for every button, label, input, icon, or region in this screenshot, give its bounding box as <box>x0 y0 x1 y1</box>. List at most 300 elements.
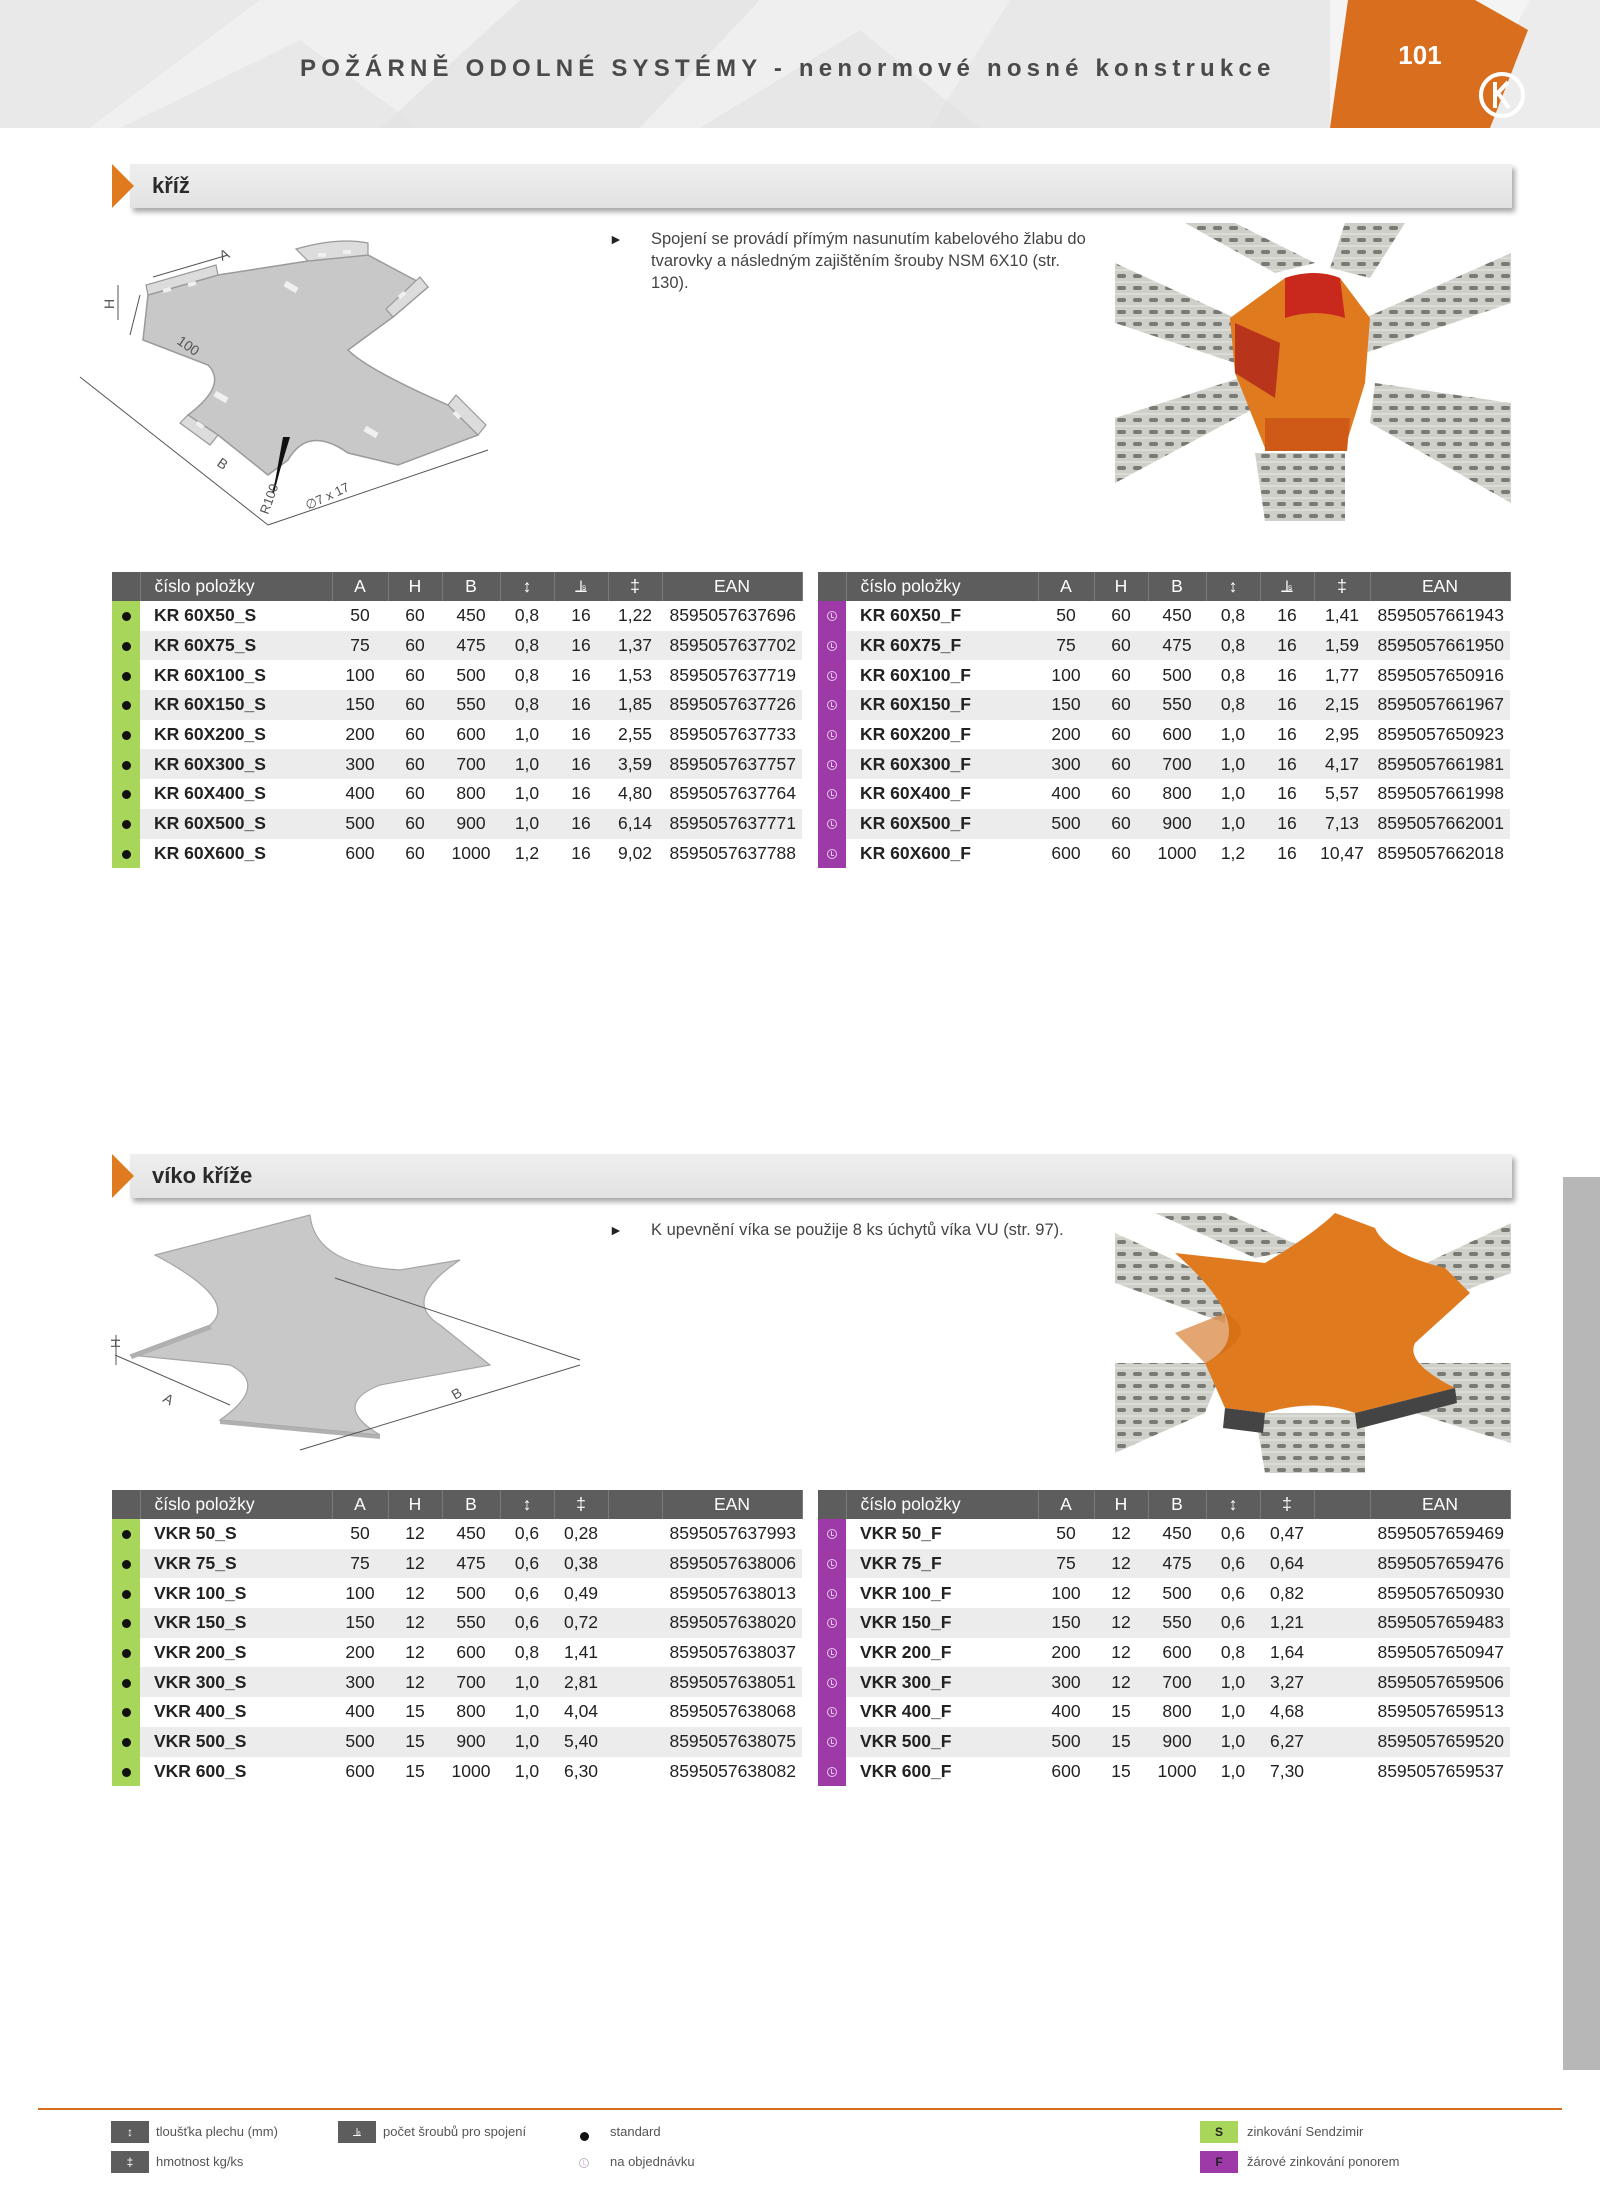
item-number-cell: VKR 600_F <box>860 1760 952 1781</box>
value-cell: 0,8 <box>514 605 540 626</box>
ean-cell: 8595057659513 <box>1377 1701 1504 1722</box>
value-cell: 150 <box>332 690 388 720</box>
value-cell: 1,0 <box>514 783 540 804</box>
item-number-cell: VKR 400_S <box>154 1701 247 1722</box>
value-cell: 500 <box>456 1582 486 1603</box>
ean-cell: 8595057638051 <box>662 1667 802 1697</box>
standard-dot-icon <box>122 1738 131 1747</box>
value-cell: 1,22 <box>617 605 653 626</box>
table-row <box>112 1667 802 1697</box>
section-header-cross-cover <box>112 1154 1512 1198</box>
item-number-cell: VKR 600_S <box>154 1760 247 1781</box>
dim-label-b: B <box>214 454 232 473</box>
value-cell: 0,64 <box>1260 1549 1314 1579</box>
value-cell: 450 <box>1162 1523 1192 1544</box>
value-cell: 700 <box>442 749 500 779</box>
value-cell: 75 <box>1038 1549 1094 1579</box>
row-flag <box>818 601 846 631</box>
row-flag <box>818 660 846 690</box>
value-cell: 15 <box>405 1701 425 1722</box>
value-cell: 500 <box>1038 809 1094 839</box>
ean-cell: 8595057638020 <box>662 1608 802 1638</box>
row-flag <box>112 601 140 631</box>
standard-dot-icon <box>122 642 131 651</box>
item-number-cell: KR 60X100_S <box>154 664 266 685</box>
row-flag <box>818 1519 846 1549</box>
item-number-cell: VKR 200_S <box>154 1642 247 1663</box>
section-arrow-icon <box>112 1154 134 1198</box>
table-row <box>112 1638 802 1668</box>
row-flag <box>112 1757 140 1787</box>
section-title: víko kříže <box>152 1163 253 1188</box>
row-flag <box>818 749 846 779</box>
dim-label-a: A <box>160 1389 177 1409</box>
value-cell: 500 <box>456 664 486 685</box>
value-cell: 500 <box>1038 1727 1094 1757</box>
legend-standard: standard <box>610 2124 661 2139</box>
value-cell: 800 <box>1162 783 1192 804</box>
value-cell: 60 <box>405 783 425 804</box>
k-circle-logo-icon <box>1477 70 1527 120</box>
on-order-clock-icon <box>827 1559 837 1569</box>
on-order-clock-icon <box>827 1737 837 1747</box>
value-cell: 500 <box>1162 1582 1192 1603</box>
value-cell: 0,6 <box>500 1608 554 1638</box>
value-cell: 100 <box>1051 1582 1081 1603</box>
legend-thickness: tloušťka plechu (mm) <box>156 2124 278 2139</box>
on-order-clock-icon <box>827 849 837 859</box>
row-flag <box>818 1697 846 1727</box>
table-row <box>818 601 1510 631</box>
value-cell: 300 <box>332 1667 388 1697</box>
ean-cell: 8595057650916 <box>1377 664 1504 685</box>
value-cell: 600 <box>456 1642 486 1663</box>
table-cover-hotdip <box>818 1490 1511 1786</box>
standard-dot-icon <box>122 731 131 740</box>
value-cell: 50 <box>350 1523 370 1544</box>
table-row <box>818 660 1510 690</box>
legend-hotdip: žárové zinkování ponorem <box>1247 2154 1400 2169</box>
value-cell: 1,0 <box>1206 809 1260 839</box>
value-cell: 50 <box>350 605 370 626</box>
item-number-cell: VKR 200_F <box>860 1642 952 1663</box>
ean-cell: 8595057661998 <box>1377 783 1504 804</box>
value-cell: 4,17 <box>1314 749 1370 779</box>
value-cell: 900 <box>442 809 500 839</box>
item-number-cell: KR 60X200_F <box>860 724 971 745</box>
value-cell: 60 <box>1094 809 1148 839</box>
value-cell: 16 <box>571 724 591 745</box>
on-order-clock-icon <box>827 819 837 829</box>
value-cell: 16 <box>554 631 608 661</box>
value-cell: 0,72 <box>554 1608 608 1638</box>
value-cell <box>608 1608 662 1638</box>
ean-cell: 8595057637771 <box>662 809 802 839</box>
table-row <box>112 839 802 869</box>
value-cell: 2,15 <box>1314 690 1370 720</box>
note-text: K upevnění víka se použije 8 ks úchytů víka VU (str. 97). <box>651 1221 1064 1239</box>
footer-divider <box>38 2108 1562 2110</box>
value-cell: 1,0 <box>500 749 554 779</box>
row-flag <box>818 720 846 750</box>
on-order-clock-icon <box>827 1648 837 1658</box>
ean-cell: 8595057638006 <box>662 1549 802 1579</box>
on-order-clock-icon <box>827 1767 837 1777</box>
ean-cell: 8595057659520 <box>1370 1727 1510 1757</box>
value-cell: 1,85 <box>608 690 662 720</box>
dim-label-100: 100 <box>174 332 203 359</box>
ean-cell: 8595057638082 <box>669 1760 796 1781</box>
value-cell: 1,0 <box>1206 1667 1260 1697</box>
value-cell: 4,80 <box>617 783 653 804</box>
row-flag <box>112 749 140 779</box>
table-row <box>818 839 1510 869</box>
ean-cell: 8595057637726 <box>662 690 802 720</box>
value-cell: 1,0 <box>1220 783 1246 804</box>
value-cell: 600 <box>1162 724 1192 745</box>
row-flag <box>112 1549 140 1579</box>
standard-dot-icon <box>122 1530 131 1539</box>
item-number-cell: VKR 500_F <box>846 1727 1038 1757</box>
value-cell <box>608 1757 662 1787</box>
standard-dot-icon <box>122 761 131 770</box>
standard-dot-icon <box>122 1560 131 1569</box>
col-bolts-icon: ⫡ <box>1260 572 1314 601</box>
dim-label-h: H <box>101 298 117 309</box>
row-flag <box>112 660 140 690</box>
row-flag <box>112 809 140 839</box>
on-order-clock-icon <box>827 730 837 740</box>
ean-cell: 8595057662018 <box>1377 842 1504 863</box>
value-cell: 60 <box>1111 783 1131 804</box>
on-order-clock-icon <box>579 2155 589 2173</box>
value-cell: 12 <box>405 1642 425 1663</box>
note-cross-cover <box>609 1219 1091 1241</box>
ean-cell: 8595057637702 <box>662 631 802 661</box>
legend-bolts: počet šroubů pro spojení <box>383 2124 527 2139</box>
item-number-cell: KR 60X600_S <box>154 842 266 863</box>
value-cell: 800 <box>1162 1701 1192 1722</box>
value-cell: 4,68 <box>1269 1701 1305 1722</box>
on-order-clock-icon <box>827 1589 837 1599</box>
ean-cell: 8595057637696 <box>669 605 796 626</box>
value-cell: 2,95 <box>1324 724 1360 745</box>
ean-cell: 8595057661967 <box>1370 690 1510 720</box>
value-cell: 75 <box>332 631 388 661</box>
dim-label-hole: ∅7 x 17 <box>302 479 352 513</box>
value-cell: 16 <box>554 809 608 839</box>
value-cell: 0,47 <box>1269 1523 1305 1544</box>
value-cell: 600 <box>345 1760 375 1781</box>
col-bolts-icon: ⫡ <box>554 572 608 601</box>
col-a: A <box>332 1490 388 1519</box>
table-cover-sendzimir <box>112 1490 803 1786</box>
value-cell: 0,49 <box>563 1582 599 1603</box>
table-row <box>818 1697 1510 1727</box>
value-cell: 1,77 <box>1324 664 1360 685</box>
table-row <box>818 1757 1510 1787</box>
value-cell: 1,0 <box>1220 724 1246 745</box>
value-cell: 1,37 <box>608 631 662 661</box>
value-cell: 12 <box>1111 1582 1131 1603</box>
col-ean: EAN <box>662 1490 802 1519</box>
row-flag <box>112 631 140 661</box>
row-flag <box>112 1727 140 1757</box>
item-number-cell: KR 60X500_S <box>140 809 332 839</box>
on-order-clock-icon <box>827 1678 837 1688</box>
value-cell: 1,41 <box>563 1642 599 1663</box>
value-cell: 15 <box>1094 1727 1148 1757</box>
item-number-cell: VKR 100_F <box>860 1582 952 1603</box>
value-cell <box>1314 1519 1370 1549</box>
table-row <box>112 690 802 720</box>
col-ean: EAN <box>1370 572 1510 601</box>
value-cell: 1,41 <box>1324 605 1360 626</box>
row-flag <box>112 1519 140 1549</box>
value-cell: 5,40 <box>554 1727 608 1757</box>
col-h: H <box>1094 1490 1148 1519</box>
value-cell: 15 <box>405 1760 425 1781</box>
table-row <box>112 779 802 809</box>
value-cell: 200 <box>1051 1642 1081 1663</box>
value-cell: 300 <box>1038 1667 1094 1697</box>
value-cell: 0,8 <box>1220 605 1246 626</box>
ean-cell: 8595057637764 <box>669 783 796 804</box>
col-thickness-icon: ↕ <box>500 572 554 601</box>
row-flag <box>818 1667 846 1697</box>
bolts-icon: ⫡ <box>338 2121 376 2143</box>
row-flag <box>818 1608 846 1638</box>
value-cell: 0,28 <box>563 1523 599 1544</box>
value-cell: 6,14 <box>608 809 662 839</box>
value-cell: 475 <box>1148 631 1206 661</box>
col-h: H <box>388 1490 442 1519</box>
value-cell: 450 <box>1162 605 1192 626</box>
value-cell: 12 <box>388 1608 442 1638</box>
item-number-cell: VKR 300_F <box>846 1667 1038 1697</box>
item-number-cell: KR 60X400_S <box>154 783 266 804</box>
item-number-cell: VKR 75_S <box>140 1549 332 1579</box>
value-cell: 0,6 <box>514 1523 540 1544</box>
value-cell: 0,8 <box>500 690 554 720</box>
page-number: 101 <box>1398 40 1442 70</box>
value-cell: 60 <box>388 809 442 839</box>
col-b: B <box>442 572 500 601</box>
value-cell: 60 <box>1094 749 1148 779</box>
item-number-cell: KR 60X50_F <box>860 605 962 626</box>
col-item-number: číslo položky <box>140 1490 332 1519</box>
col-b: B <box>1148 1490 1206 1519</box>
table-row <box>818 690 1510 720</box>
value-cell: 0,8 <box>514 1642 540 1663</box>
standard-dot-icon <box>122 1768 131 1777</box>
value-cell: 800 <box>456 783 486 804</box>
table-row <box>818 720 1510 750</box>
value-cell: 200 <box>345 1642 375 1663</box>
value-cell: 16 <box>1260 809 1314 839</box>
cross-cover-product-photo <box>1115 1213 1511 1473</box>
col-ean: EAN <box>1370 1490 1510 1519</box>
standard-dot-icon <box>122 1590 131 1599</box>
section-arrow-icon <box>112 164 134 208</box>
ean-cell: 8595057661950 <box>1370 631 1510 661</box>
ean-cell: 8595057662001 <box>1370 809 1510 839</box>
value-cell: 600 <box>345 842 375 863</box>
value-cell: 60 <box>405 842 425 863</box>
standard-dot-icon <box>122 820 131 829</box>
value-cell: 475 <box>1148 1549 1206 1579</box>
ean-cell: 8595057637719 <box>669 664 796 685</box>
value-cell: 1,2 <box>514 842 540 863</box>
value-cell: 900 <box>442 1727 500 1757</box>
on-order-clock-icon <box>827 1618 837 1628</box>
value-cell: 1,0 <box>1206 749 1260 779</box>
ean-cell: 8595057659483 <box>1370 1608 1510 1638</box>
ean-cell: 8595057659476 <box>1370 1549 1510 1579</box>
ean-cell: 8595057637757 <box>662 749 802 779</box>
value-cell: 400 <box>1051 1701 1081 1722</box>
value-cell: 1,59 <box>1314 631 1370 661</box>
value-cell: 60 <box>388 690 442 720</box>
standard-dot-icon <box>122 1708 131 1717</box>
value-cell: 150 <box>1038 690 1094 720</box>
value-cell: 100 <box>345 1582 375 1603</box>
table-cross-hotdip <box>818 572 1511 868</box>
item-number-cell: VKR 50_F <box>860 1523 942 1544</box>
value-cell <box>608 1549 662 1579</box>
value-cell: 600 <box>1051 1760 1081 1781</box>
item-number-cell: KR 60X50_S <box>154 605 257 626</box>
value-cell: 0,8 <box>514 664 540 685</box>
value-cell: 400 <box>1051 783 1081 804</box>
value-cell <box>1314 1638 1370 1668</box>
value-cell: 475 <box>442 631 500 661</box>
value-cell: 450 <box>456 605 486 626</box>
value-cell: 60 <box>405 724 425 745</box>
value-cell: 6,27 <box>1260 1727 1314 1757</box>
value-cell: 1,0 <box>500 1667 554 1697</box>
value-cell <box>608 1727 662 1757</box>
value-cell: 12 <box>405 1582 425 1603</box>
row-flag <box>112 1697 140 1727</box>
value-cell: 0,6 <box>1220 1523 1246 1544</box>
value-cell: 16 <box>1260 749 1314 779</box>
value-cell: 550 <box>442 1608 500 1638</box>
value-cell: 0,6 <box>1220 1582 1246 1603</box>
item-number-cell: VKR 400_F <box>860 1701 952 1722</box>
item-number-cell: KR 60X300_S <box>140 749 332 779</box>
col-a: A <box>1038 1490 1094 1519</box>
value-cell: 550 <box>1148 690 1206 720</box>
value-cell: 15 <box>388 1727 442 1757</box>
col-weight-icon: ‡ <box>1314 572 1370 601</box>
cross-technical-drawing <box>68 225 608 545</box>
value-cell: 1000 <box>1157 842 1197 863</box>
table-row <box>818 1667 1510 1697</box>
col-empty <box>608 1490 662 1519</box>
value-cell: 3,27 <box>1260 1667 1314 1697</box>
item-number-cell: KR 60X75_S <box>140 631 332 661</box>
value-cell <box>608 1667 662 1697</box>
table-row <box>112 660 802 690</box>
value-cell: 16 <box>1277 724 1297 745</box>
value-cell: 60 <box>1111 664 1131 685</box>
col-h: H <box>388 572 442 601</box>
table-row <box>112 749 802 779</box>
value-cell: 1,2 <box>1220 842 1246 863</box>
standard-dot-icon <box>122 701 131 710</box>
value-cell: 0,82 <box>1269 1582 1305 1603</box>
value-cell: 0,8 <box>1206 690 1260 720</box>
row-flag <box>112 779 140 809</box>
standard-dot-icon <box>122 850 131 859</box>
item-number-cell: VKR 300_S <box>140 1667 332 1697</box>
value-cell: 9,02 <box>617 842 653 863</box>
item-number-cell: KR 60X75_F <box>846 631 1038 661</box>
bullet-arrow-icon: ► <box>609 231 623 247</box>
value-cell: 2,55 <box>617 724 653 745</box>
col-thickness-icon: ↕ <box>500 1490 554 1519</box>
dim-label-r100: R100 <box>256 481 282 517</box>
value-cell: 1,0 <box>500 809 554 839</box>
value-cell <box>1314 1727 1370 1757</box>
value-cell: 7,30 <box>1269 1760 1305 1781</box>
ean-cell: 8595057637993 <box>669 1523 796 1544</box>
dim-label-b: B <box>448 1384 465 1403</box>
value-cell: 150 <box>1038 1608 1094 1638</box>
value-cell: 0,6 <box>1206 1549 1260 1579</box>
standard-dot-icon <box>122 1649 131 1658</box>
table-row <box>818 631 1510 661</box>
value-cell: 16 <box>1260 631 1314 661</box>
value-cell: 50 <box>1056 1523 1076 1544</box>
value-cell: 500 <box>332 1727 388 1757</box>
value-cell: 60 <box>388 749 442 779</box>
col-item-number: číslo položky <box>846 1490 1038 1519</box>
row-flag <box>818 690 846 720</box>
note-text: Spojení se provádí přímým nasunutím kabelového žlabu do tvarovky a následným zajištěním šrouby NSM 6X10 (str. 130). <box>651 230 1086 292</box>
on-order-clock-icon <box>827 641 837 651</box>
value-cell <box>608 1638 662 1668</box>
value-cell: 800 <box>456 1701 486 1722</box>
value-cell: 12 <box>405 1523 425 1544</box>
table-row <box>818 809 1510 839</box>
row-flag <box>818 1727 846 1757</box>
table-row <box>112 809 802 839</box>
table-row <box>112 631 802 661</box>
ean-cell: 8595057638037 <box>669 1642 796 1663</box>
item-number-cell: KR 60X400_F <box>860 783 971 804</box>
on-order-clock-icon <box>827 1529 837 1539</box>
legend-on-order: na objednávku <box>610 2154 695 2169</box>
value-cell <box>1314 1757 1370 1787</box>
value-cell: 60 <box>1094 631 1148 661</box>
row-flag <box>112 1638 140 1668</box>
item-number-cell: VKR 50_S <box>154 1523 237 1544</box>
table-row <box>112 720 802 750</box>
value-cell: 10,47 <box>1320 842 1364 863</box>
table-row <box>112 1697 802 1727</box>
value-cell: 550 <box>1148 1608 1206 1638</box>
value-cell <box>1314 1578 1370 1608</box>
value-cell: 7,13 <box>1314 809 1370 839</box>
ean-cell: 8595057638075 <box>662 1727 802 1757</box>
ean-cell: 8595057650930 <box>1377 1582 1504 1603</box>
value-cell: 12 <box>1094 1549 1148 1579</box>
row-flag <box>818 631 846 661</box>
ean-cell: 8595057661943 <box>1377 605 1504 626</box>
row-flag <box>112 1667 140 1697</box>
